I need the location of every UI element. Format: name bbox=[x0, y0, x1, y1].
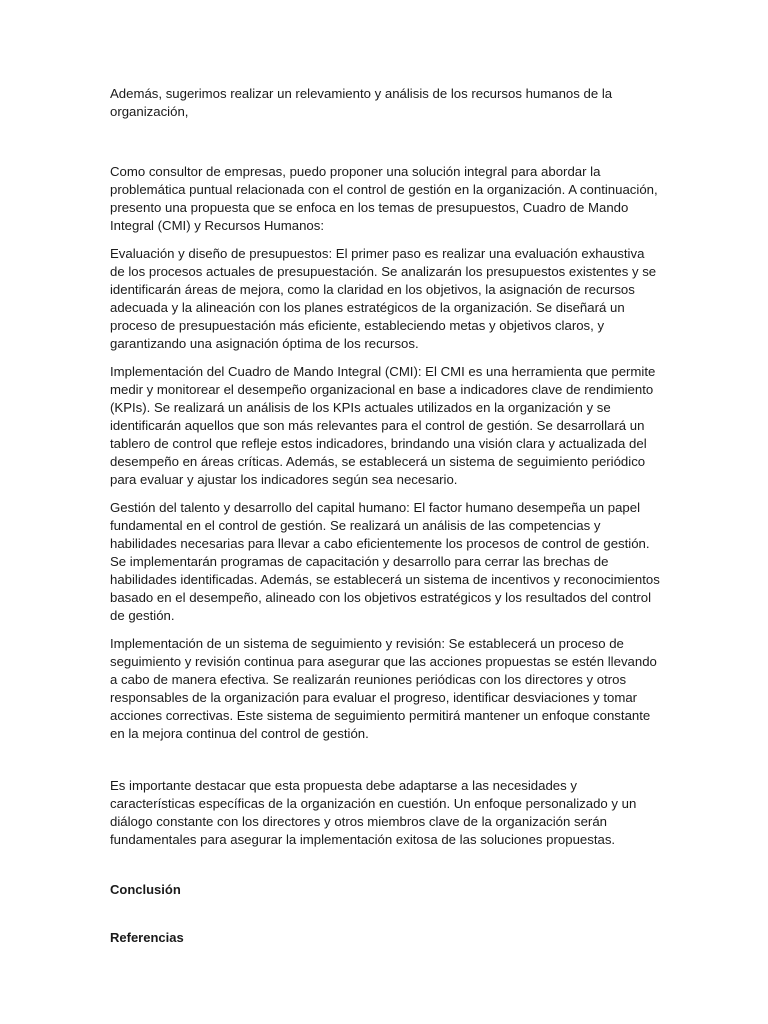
paragraph-talent: Gestión del talento y desarrollo del capital humano: El factor humano desempeña un papel fundamental en el control de gestión. Se realizará un análisis de las competencias y habilidades necesarias para llevar a cabo eficientemente los procesos de control de gestión. Se implementarán programas de capacitación y desarrollo para cerrar las brechas de habilidades identificadas. Además, se establecerá un sistema de incentivos y reconocimientos basado en el desempeño, alineado con los objetivos estratégicos y los resultados del control de gestión. bbox=[110, 500, 660, 623]
paragraph-budgets: Evaluación y diseño de presupuestos: El primer paso es realizar una evaluación exhaustiva de los procesos actuales de presupuestación. Se analizarán los presupuestos existentes y se identificarán áreas de mejora, como la claridad en los objetivos, la asignación de recursos adecuada y la alineación con los planes estratégicos de la organización. Se diseñará un proceso de presupuestación más eficiente, estableciendo metas y objetivos claros, y garantizando una asignación óptima de los recursos. bbox=[110, 246, 657, 351]
references-heading: Referencias bbox=[110, 930, 184, 945]
paragraph-cmi: Implementación del Cuadro de Mando Integral (CMI): El CMI es una herramienta que permite medir y monitorear el desempeño organizacional en base a indicadores clave de rendimiento (KPIs). Se realizará un análisis de los KPIs actuales utilizados en la organización y se identificarán aquellos que son más relevantes para el control de gestión. Se desarrollará un tablero de control que refleje estos indicadores, brindando una visión clara y actualizada del desempeño en áreas críticas. Además, se establecerá un sistema de seguimiento periódico para evaluar y ajustar los indicadores según sea necesario. bbox=[110, 364, 656, 487]
intro-paragraph: Además, sugerimos realizar un relevamiento y análisis de los recursos humanos de la organización, bbox=[110, 86, 613, 119]
paragraph-monitoring: Implementación de un sistema de seguimiento y revisión: Se establecerá un proceso de seguimiento y revisión continua para asegurar que las acciones propuestas se estén llevando a cabo de manera efectiva. Se realizarán reuniones periódicas con los directores y otros responsables de la organización para evaluar el progreso, identificar desviaciones y tomar acciones correctivas. Este sistema de seguimiento permitirá mantener un enfoque constante en la mejora continua del control de gestión. bbox=[110, 636, 657, 741]
conclusion-heading: Conclusión bbox=[110, 882, 181, 897]
document-page bbox=[110, 85, 660, 947]
paragraph-proposal-overview: Como consultor de empresas, puedo proponer una solución integral para abordar la problemática puntual relacionada con el control de gestión en la organización. A continuación, presento una propuesta que se enfoca en los temas de presupuestos, Cuadro de Mando Integral (CMI) y Recursos Humanos: bbox=[110, 164, 658, 233]
closing-paragraph: Es importante destacar que esta propuesta debe adaptarse a las necesidades y características específicas de la organización en cuestión. Un enfoque personalizado y un diálogo constante con los directores y otros miembros clave de la organización serán fundamentales para asegurar la implementación exitosa de las soluciones propuestas. bbox=[110, 778, 637, 847]
